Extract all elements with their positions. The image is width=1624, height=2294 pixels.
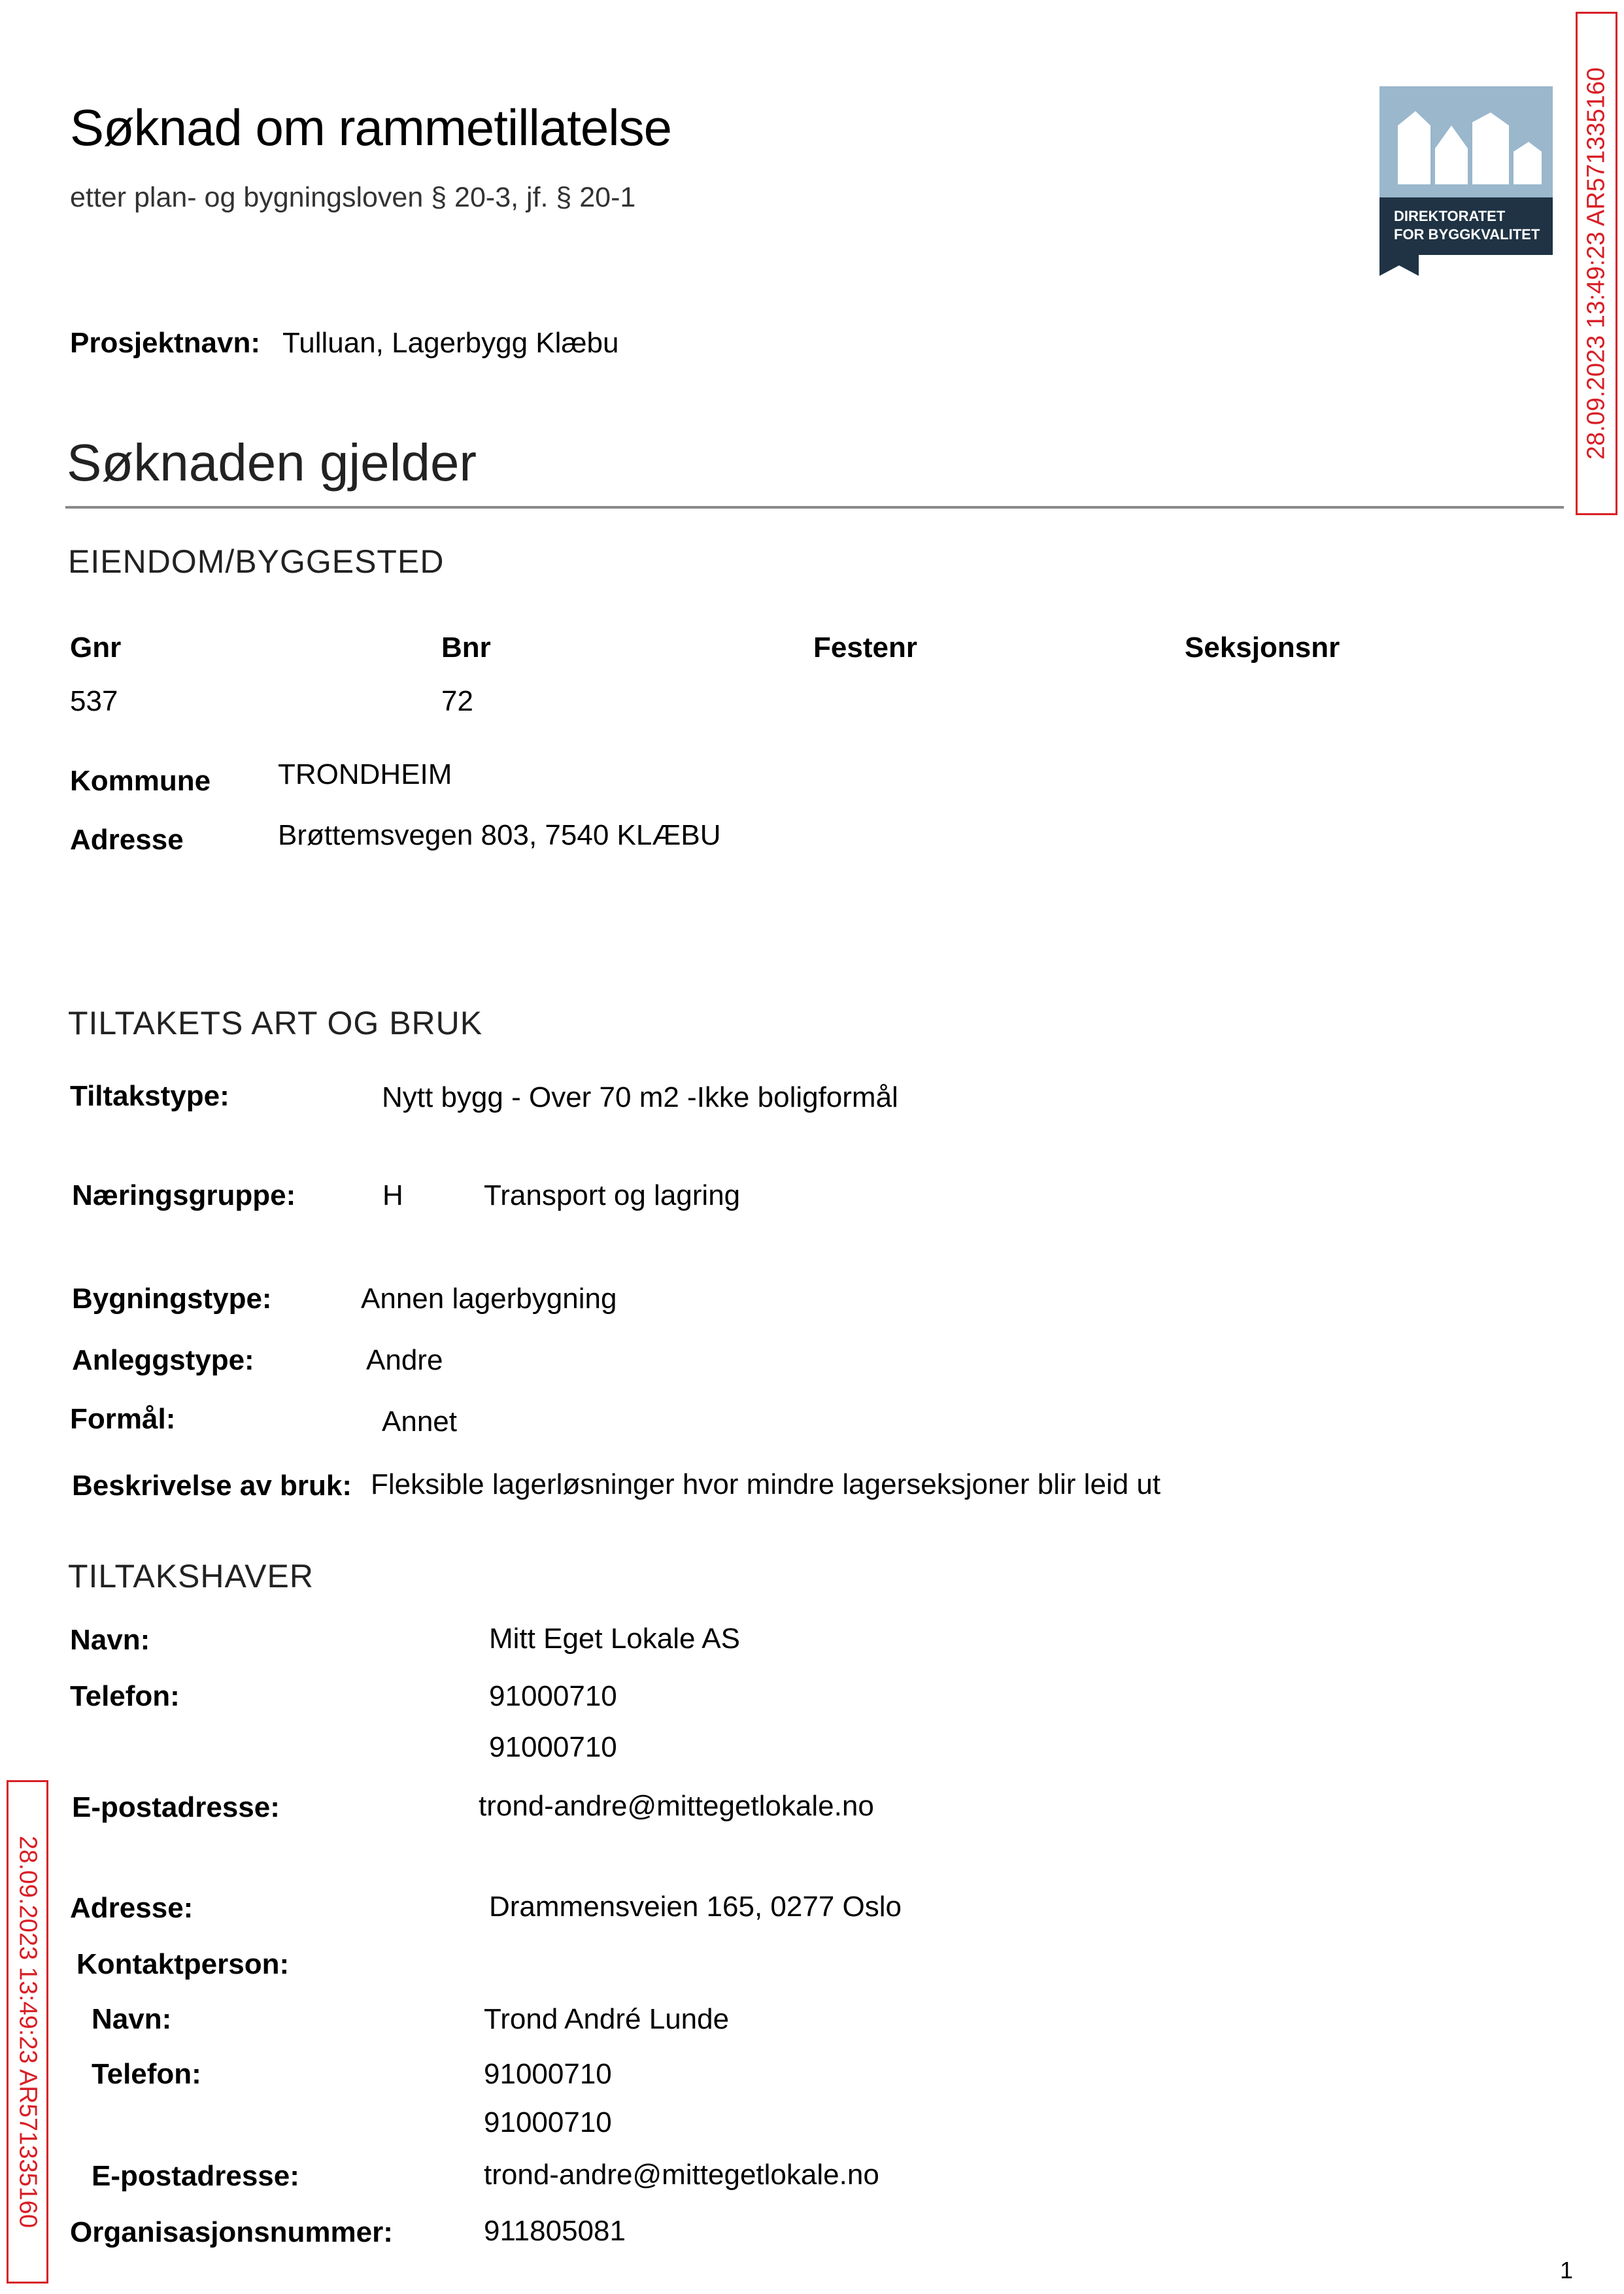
col-gnr: Gnr (70, 632, 122, 664)
naeringsgruppe-label: Næringsgruppe: (72, 1179, 296, 1211)
kontakt-telefon-label: Telefon: (92, 2058, 201, 2090)
formal-label: Formål: (70, 1403, 176, 1435)
dibk-logo-icon (1379, 86, 1553, 276)
document-title: Søknad om rammetillatelse (70, 99, 671, 156)
adresse-label: Adresse (70, 824, 184, 856)
kommune-value: TRONDHEIM (278, 758, 452, 790)
formal-value: Annet (382, 1406, 457, 1438)
received-stamp-top (1576, 12, 1617, 515)
orgnr-value: 911805081 (484, 2215, 626, 2247)
project-label: Prosjektnavn: (70, 327, 260, 359)
document-subtitle: etter plan- og bygningsloven § 20-3, jf. § 20-1 (70, 182, 636, 213)
col-festenr: Festenr (813, 632, 917, 664)
anleggstype-value: Andre (366, 1344, 443, 1376)
col-seksjonsnr: Seksjonsnr (1185, 632, 1340, 664)
svg-text:FOR BYGGKVALITET: FOR BYGGKVALITET (1394, 226, 1540, 243)
telefon-label: Telefon: (70, 1680, 180, 1712)
kontakt-epost-value: trond-andre@mittegetlokale.no (484, 2159, 879, 2191)
kontakt-navn-value: Trond André Lunde (484, 2003, 730, 2035)
kontaktperson-label: Kontaktperson: (76, 1948, 290, 1980)
anleggstype-label: Anleggstype: (72, 1344, 254, 1376)
tiltakshaver-adresse-label: Adresse: (70, 1892, 194, 1924)
telefon-value-1: 91000710 (489, 1680, 617, 1712)
epost-label: E-postadresse: (72, 1791, 280, 1823)
orgnr-label: Organisasjonsnummer: (70, 2216, 393, 2248)
naeringsgruppe-code: H (382, 1179, 403, 1211)
kontakt-telefon-value-2: 91000710 (484, 2106, 612, 2138)
col-bnr: Bnr (441, 632, 491, 664)
dibk-logo (1379, 86, 1553, 276)
kontakt-telefon-value-1: 91000710 (484, 2058, 612, 2090)
navn-label: Navn: (70, 1624, 150, 1656)
tiltakshaver-adresse-value: Drammensveien 165, 0277 Oslo (489, 1891, 902, 1923)
kontakt-epost-label: E-postadresse: (92, 2160, 299, 2192)
eiendom-heading: EIENDOM/BYGGESTED (68, 543, 445, 580)
section-divider (65, 506, 1564, 509)
section-title: Søknaden gjelder (67, 433, 477, 492)
page-number: 1 (1560, 2257, 1574, 2284)
tiltakstype-value: Nytt bygg - Over 70 m2 -Ikke boligformål (382, 1081, 898, 1113)
epost-value: trond-andre@mittegetlokale.no (479, 1790, 874, 1822)
beskrivelse-value: Fleksible lagerløsninger hvor mindre lagerseksjoner blir leid ut (371, 1468, 1161, 1500)
svg-text:DIREKTORATET: DIREKTORATET (1394, 208, 1506, 224)
bnr-value: 72 (441, 685, 473, 717)
adresse-value: Brøttemsvegen 803, 7540 KLÆBU (278, 819, 721, 851)
bygningstype-value: Annen lagerbygning (361, 1283, 617, 1315)
kontakt-navn-label: Navn: (92, 2003, 172, 2035)
stamp-text: 28.09.2023 13:49:23 AR571335160 (14, 1835, 42, 2229)
kommune-label: Kommune (70, 765, 211, 797)
bygningstype-label: Bygningstype: (72, 1283, 272, 1315)
telefon-value-2: 91000710 (489, 1731, 617, 1763)
gnr-value: 537 (70, 685, 118, 717)
naeringsgruppe-value: Transport og lagring (484, 1179, 741, 1211)
navn-value: Mitt Eget Lokale AS (489, 1623, 740, 1655)
stamp-text: 28.09.2023 13:49:23 AR571335160 (1582, 67, 1610, 460)
project-value: Tulluan, Lagerbygg Klæbu (282, 327, 619, 359)
tiltakshaver-heading: TILTAKSHAVER (68, 1558, 314, 1594)
received-stamp-bottom (7, 1780, 48, 2284)
tiltak-heading: TILTAKETS ART OG BRUK (68, 1005, 483, 1041)
beskrivelse-label: Beskrivelse av bruk: (72, 1470, 352, 1502)
tiltakstype-label: Tiltakstype: (70, 1080, 229, 1112)
